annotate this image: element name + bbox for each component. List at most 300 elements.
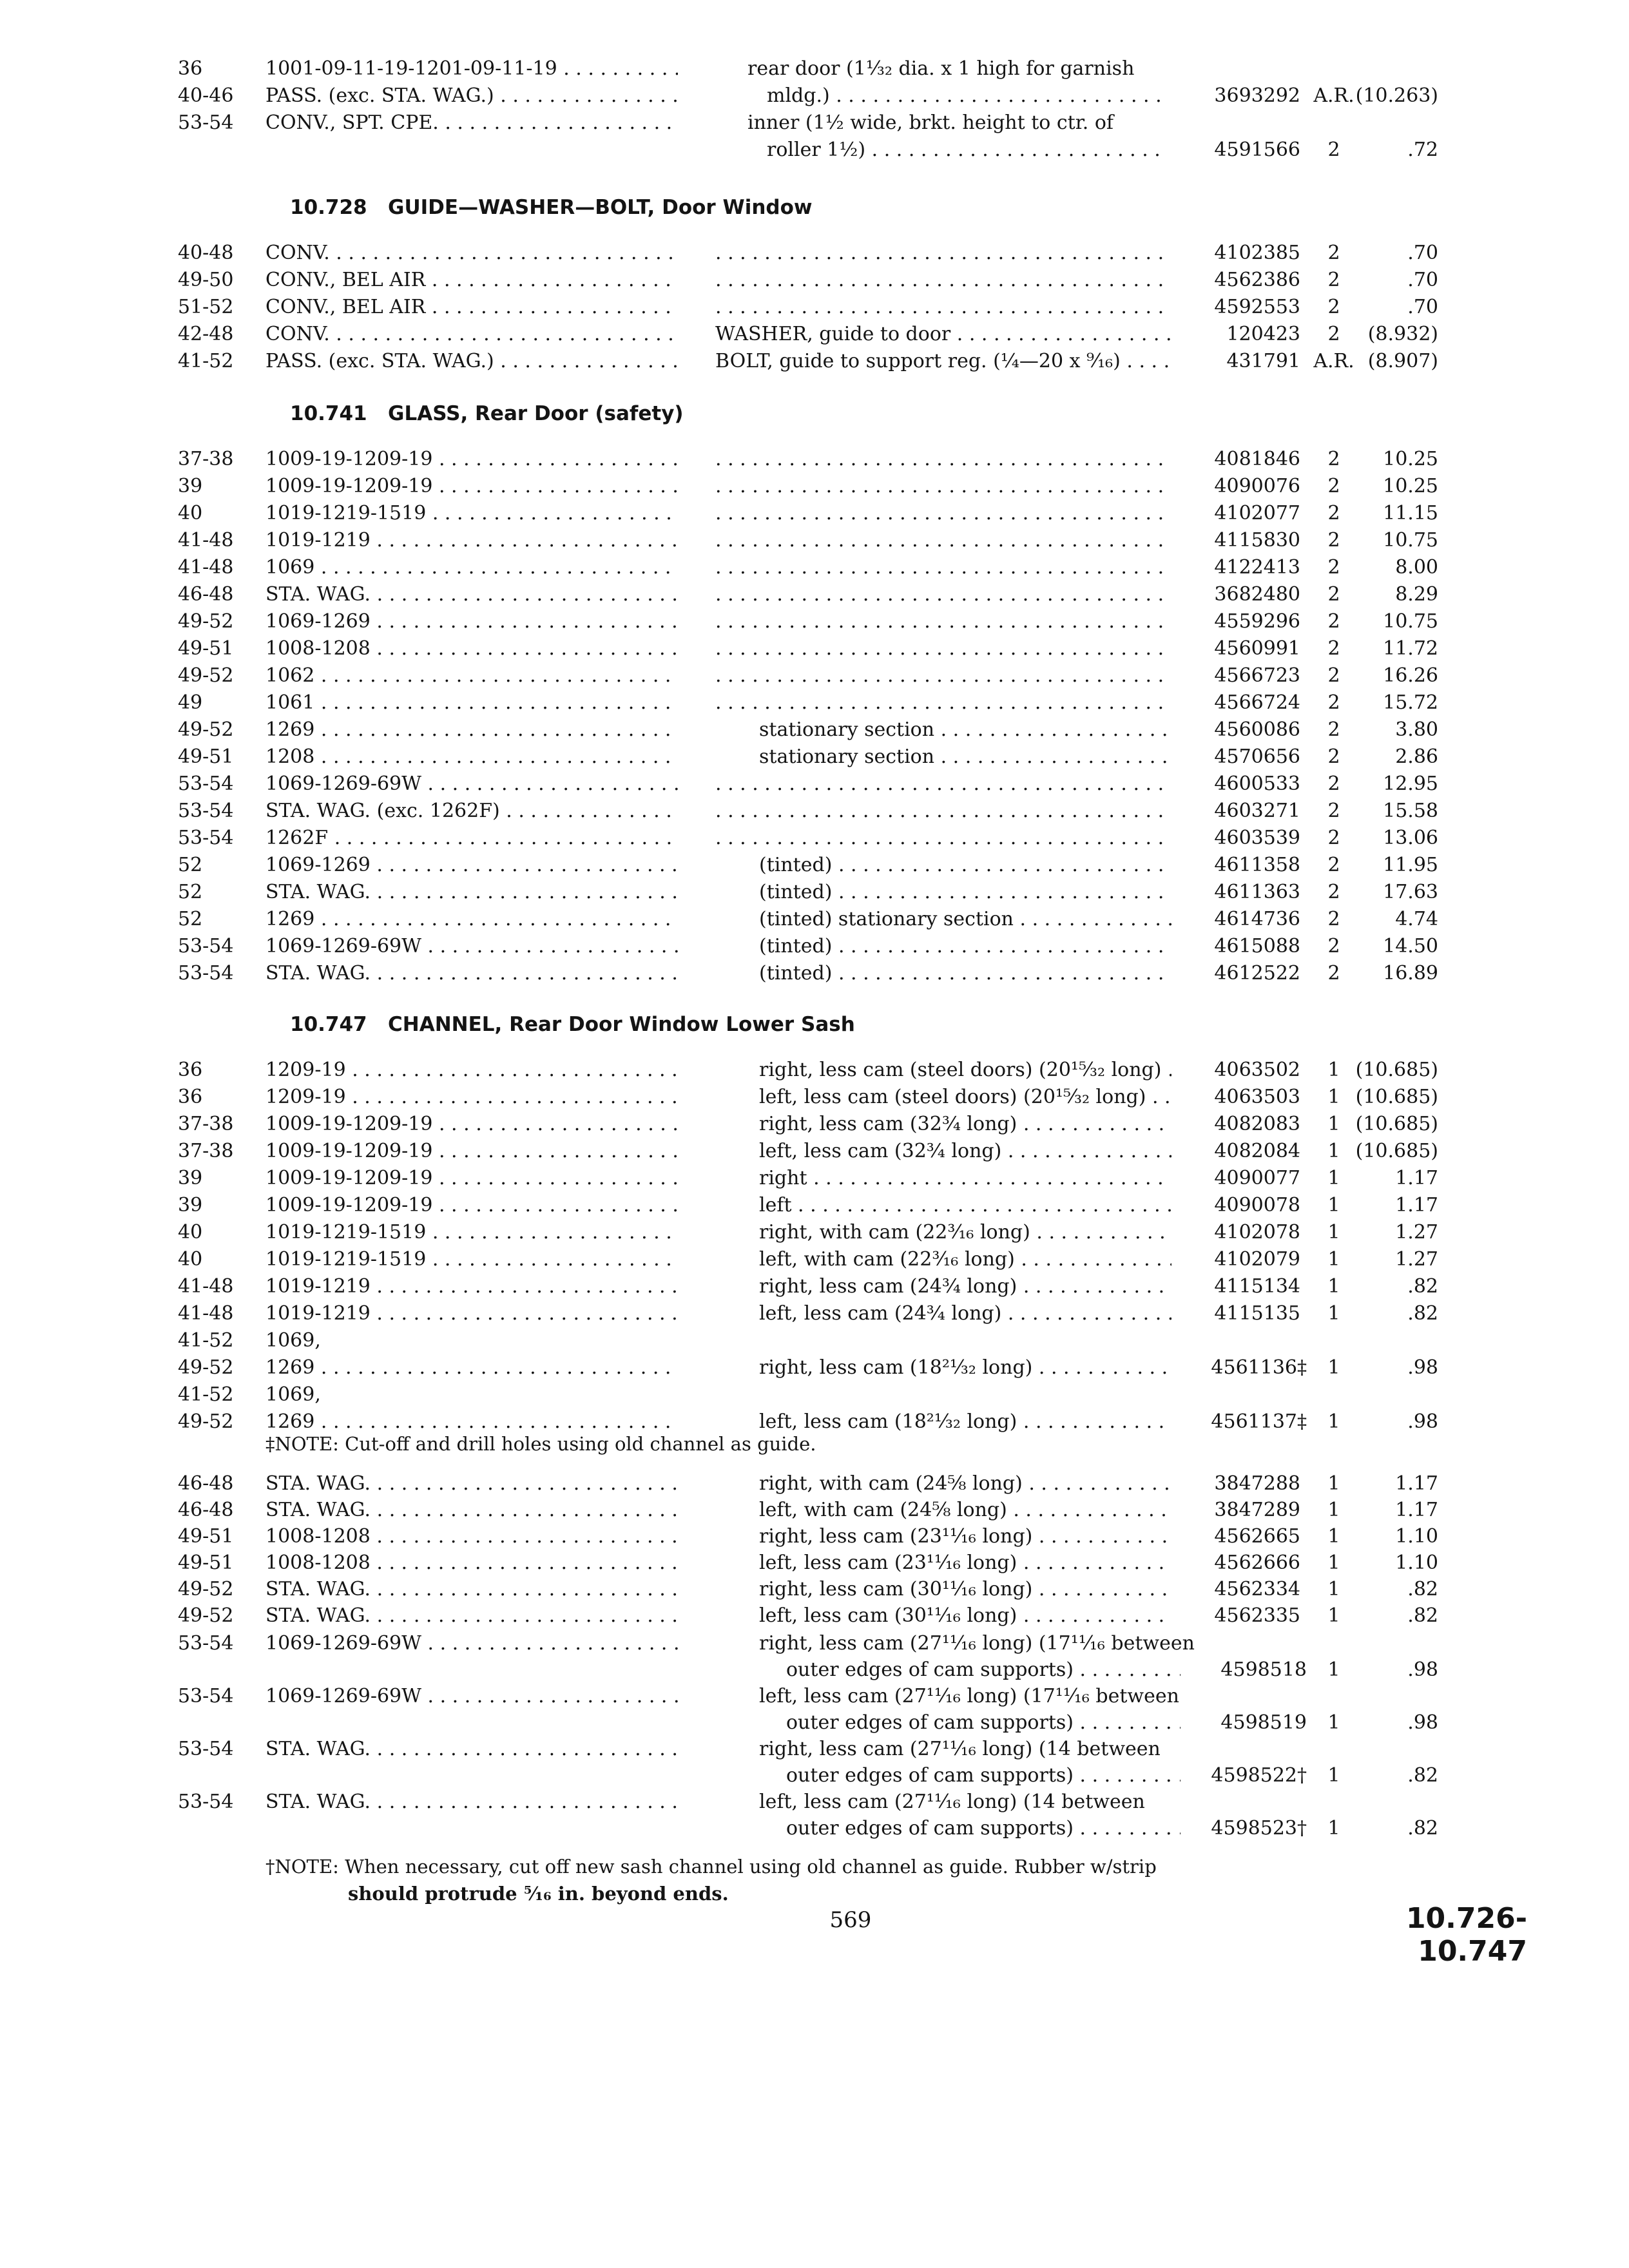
price-cell: 1.17 [1395, 1499, 1438, 1521]
model-cell: 1009-19-1209-19 . . . [265, 1192, 678, 1219]
model-cell: STA. WAG. . . . [265, 1602, 678, 1629]
model-cell: 1019-1219 . . . [265, 1300, 678, 1327]
year-cell: 53-54 [178, 1738, 234, 1760]
model-cell: 1062 . . . [265, 662, 678, 689]
year-cell: 41-52 [178, 1383, 234, 1406]
quantity-cell: 2 [1327, 323, 1340, 345]
description-cell [715, 798, 1171, 825]
quantity-cell: 2 [1327, 908, 1340, 930]
model-cell: 1069-1269-69W . . . [265, 771, 678, 798]
part-number-cell: 4102079 [1214, 1248, 1300, 1271]
model-cell: 1208 . . . [265, 744, 678, 771]
year-cell: 51-52 [178, 296, 234, 318]
price-cell: .98 [1407, 1711, 1438, 1734]
part-number-cell: 4102077 [1214, 502, 1300, 524]
price-cell: (8.932) [1367, 323, 1438, 345]
table-row [0, 689, 1629, 716]
description-cell: (tinted) stationary section . . . [759, 906, 1171, 933]
description-cell: outer edges of cam supports) . . . [786, 1657, 1181, 1684]
part-number-cell: 3682480 [1214, 583, 1300, 606]
year-cell: 49-51 [178, 1525, 234, 1548]
description-cell: BOLT, guide to support reg. (¼—20 x ⁹⁄₁₆) . . . [715, 348, 1171, 375]
quantity-cell: 2 [1327, 502, 1340, 524]
model-cell: 1009-19-1209-19 . . . [265, 1165, 678, 1192]
part-number-cell: 4611363 [1214, 881, 1300, 903]
description-cell [715, 771, 1171, 798]
year-cell: 36 [178, 1086, 203, 1108]
part-number-cell: 4598523† [1211, 1817, 1307, 1840]
description-cell [715, 527, 1171, 554]
quantity-cell: 2 [1327, 610, 1340, 633]
price-cell: 11.15 [1383, 502, 1438, 524]
year-cell: 49-50 [178, 269, 234, 291]
description-cell: right, with cam (24⅝ long) . . . [759, 1470, 1171, 1497]
quantity-cell: 1 [1327, 1059, 1340, 1081]
quantity-cell: 2 [1327, 691, 1340, 714]
year-cell: 49 [178, 691, 203, 714]
description-cell [715, 446, 1171, 473]
table-row [0, 1709, 1629, 1736]
year-cell: 41-52 [178, 350, 234, 372]
quantity-cell: A.R. [1313, 350, 1354, 372]
table-row [0, 321, 1629, 348]
table-row [0, 1057, 1629, 1084]
year-cell: 41-52 [178, 1329, 234, 1352]
price-cell: .70 [1407, 242, 1438, 264]
quantity-cell: 2 [1327, 637, 1340, 660]
year-cell: 53-54 [178, 1685, 234, 1707]
description-cell: right, less cam (steel doors) (20¹⁵⁄₃₂ long) . . . [759, 1057, 1171, 1084]
description-cell: left, with cam (24⅝ long) . . . [759, 1497, 1171, 1524]
price-cell: 13.06 [1383, 827, 1438, 849]
part-number-cell: 4562334 [1214, 1578, 1300, 1600]
part-number-cell: 4082084 [1214, 1140, 1300, 1162]
table-row [0, 1381, 1629, 1408]
quantity-cell: 2 [1327, 448, 1340, 470]
table-row [0, 1657, 1629, 1684]
part-number-cell: 4081846 [1214, 448, 1300, 470]
table-row [0, 267, 1629, 294]
model-cell: CONV. . . . [265, 321, 678, 348]
part-number-cell: 4562386 [1214, 269, 1300, 291]
model-cell: 1269 . . . [265, 716, 678, 744]
part-number-cell: 4603539 [1214, 827, 1300, 849]
quantity-cell: 1 [1327, 1817, 1340, 1840]
year-cell: 37-38 [178, 448, 234, 470]
section-title: GUIDE—WASHER—BOLT, Door Window [388, 196, 813, 219]
model-cell: PASS. (exc. STA. WAG.) . . . [265, 348, 678, 375]
description-cell [715, 689, 1171, 716]
year-cell: 53-54 [178, 935, 234, 957]
quantity-cell: 2 [1327, 745, 1340, 768]
description-cell: left, less cam (27¹¹⁄₁₆ long) (14 between [759, 1791, 1145, 1813]
price-cell: .82 [1407, 1302, 1438, 1325]
model-cell: 1019-1219-1519 . . . [265, 500, 678, 527]
table-row [0, 348, 1629, 375]
table-row [0, 1550, 1629, 1577]
part-number-cell: 4090077 [1214, 1167, 1300, 1189]
year-cell: 40 [178, 1248, 203, 1271]
part-number-cell: 4562335 [1214, 1604, 1300, 1627]
price-cell: 15.72 [1383, 691, 1438, 714]
table-row [0, 635, 1629, 662]
price-cell: 15.58 [1383, 800, 1438, 822]
price-cell: 1.17 [1395, 1194, 1438, 1216]
year-cell: 41-48 [178, 529, 234, 552]
model-cell: 1019-1219-1519 . . . [265, 1246, 678, 1273]
description-cell [715, 554, 1171, 581]
part-number-cell: 4560086 [1214, 718, 1300, 741]
table-row [0, 527, 1629, 554]
price-cell: 1.27 [1395, 1248, 1438, 1271]
part-number-cell: 4598518 [1220, 1658, 1307, 1681]
year-cell: 46-48 [178, 1499, 234, 1521]
description-cell: roller 1½) . . . [767, 137, 1166, 164]
description-cell: right, with cam (22³⁄₁₆ long) . . . [759, 1219, 1171, 1246]
model-cell: STA. WAG. . . . [265, 581, 678, 608]
price-cell: 16.26 [1383, 664, 1438, 687]
model-cell: 1009-19-1209-19 . . . [265, 1138, 678, 1165]
description-cell: outer edges of cam supports) . . . [786, 1762, 1181, 1789]
year-cell: 52 [178, 908, 203, 930]
table-row [0, 554, 1629, 581]
table-row [0, 879, 1629, 906]
table-row [0, 1736, 1629, 1763]
description-cell: right, less cam (27¹¹⁄₁₆ long) (17¹¹⁄₁₆ between [759, 1632, 1195, 1655]
year-cell: 40-48 [178, 242, 234, 264]
quantity-cell: 1 [1327, 1302, 1340, 1325]
year-cell: 41-48 [178, 1302, 234, 1325]
part-number-cell: 4603271 [1214, 800, 1300, 822]
price-cell: 10.75 [1383, 529, 1438, 552]
quantity-cell: 1 [1327, 1410, 1340, 1433]
price-cell: 1.17 [1395, 1472, 1438, 1495]
model-cell: STA. WAG. . . . [265, 1736, 678, 1763]
model-cell: STA. WAG. (exc. 1262F) . . . [265, 798, 678, 825]
model-cell: 1009-19-1209-19 . . . [265, 473, 678, 500]
description-cell: inner (1½ wide, brkt. height to ctr. of [747, 111, 1114, 134]
table-row [0, 1815, 1629, 1842]
quantity-cell: 2 [1327, 718, 1340, 741]
part-number-cell: 4562665 [1214, 1525, 1300, 1548]
year-cell: 49-52 [178, 1356, 234, 1379]
part-number-cell: 4615088 [1214, 935, 1300, 957]
part-number-cell: 4063502 [1214, 1059, 1300, 1081]
description-cell: left, less cam (steel doors) (20¹⁵⁄₃₂ long) . . . [759, 1084, 1171, 1111]
quantity-cell: 1 [1327, 1764, 1340, 1787]
price-cell: 11.72 [1383, 637, 1438, 660]
price-cell: 1.10 [1395, 1552, 1438, 1574]
description-cell [715, 267, 1171, 294]
year-cell: 49-52 [178, 718, 234, 741]
year-cell: 49-52 [178, 610, 234, 633]
part-number-cell: 4063503 [1214, 1086, 1300, 1108]
model-cell: 1269 . . . [265, 906, 678, 933]
part-number-cell: 4559296 [1214, 610, 1300, 633]
model-cell: 1001-09-11-19-1201-09-11-19 . . . [265, 55, 678, 82]
year-cell: 49-51 [178, 637, 234, 660]
price-cell: 1.17 [1395, 1167, 1438, 1189]
quantity-cell: 2 [1327, 664, 1340, 687]
table-row [0, 1523, 1629, 1550]
table-row [0, 137, 1629, 164]
quantity-cell: 1 [1327, 1275, 1340, 1298]
price-cell: (10.685) [1355, 1140, 1438, 1162]
year-cell: 36 [178, 1059, 203, 1081]
part-number-cell: 4122413 [1214, 556, 1300, 579]
description-cell: right, less cam (27¹¹⁄₁₆ long) (14 between [759, 1738, 1161, 1760]
description-cell: left, with cam (22³⁄₁₆ long) . . . [759, 1246, 1171, 1273]
page-number: 569 [829, 1907, 872, 1933]
model-cell: PASS. (exc. STA. WAG.) . . . [265, 82, 678, 110]
model-cell: 1069, [265, 1329, 321, 1352]
part-number-cell: 3693292 [1214, 84, 1300, 107]
price-cell: 8.00 [1395, 556, 1438, 579]
table-row [0, 55, 1629, 82]
table-row [0, 906, 1629, 933]
quantity-cell: 2 [1327, 773, 1340, 795]
model-cell: 1009-19-1209-19 . . . [265, 1111, 678, 1138]
part-number-cell: 4115135 [1214, 1302, 1300, 1325]
price-cell: 10.75 [1383, 610, 1438, 633]
year-cell: 41-48 [178, 1275, 234, 1298]
model-cell: CONV., BEL AIR . . . [265, 294, 678, 321]
description-cell: left, less cam (27¹¹⁄₁₆ long) (17¹¹⁄₁₆ between [759, 1685, 1179, 1707]
description-cell [715, 294, 1171, 321]
description-cell: mldg.) . . . [767, 82, 1166, 110]
description-cell: left, less cam (18²¹⁄₃₂ long) . . . [759, 1408, 1171, 1436]
price-cell: 1.10 [1395, 1525, 1438, 1548]
description-cell: left . . . [759, 1192, 1171, 1219]
table-row [0, 110, 1629, 137]
model-cell: 1009-19-1209-19 . . . [265, 446, 678, 473]
quantity-cell: 2 [1327, 935, 1340, 957]
part-number-cell: 4102078 [1214, 1221, 1300, 1244]
quantity-cell: 1 [1327, 1194, 1340, 1216]
model-cell: STA. WAG. . . . [265, 1497, 678, 1524]
model-cell: 1269 . . . [265, 1408, 678, 1436]
description-cell: right . . . [759, 1165, 1171, 1192]
price-cell: 2.86 [1395, 745, 1438, 768]
model-cell: 1019-1219-1519 . . . [265, 1219, 678, 1246]
table-row [0, 933, 1629, 960]
quantity-cell: 1 [1327, 1711, 1340, 1734]
part-number-cell: 4115830 [1214, 529, 1300, 552]
quantity-cell: 2 [1327, 529, 1340, 552]
table-row [0, 1084, 1629, 1111]
quantity-cell: 2 [1327, 827, 1340, 849]
table-row [0, 1630, 1629, 1657]
table-row [0, 1470, 1629, 1497]
quantity-cell: 2 [1327, 242, 1340, 264]
year-cell: 52 [178, 881, 203, 903]
quantity-cell: 1 [1327, 1499, 1340, 1521]
year-cell: 53-54 [178, 1632, 234, 1655]
price-cell: .98 [1407, 1356, 1438, 1379]
model-cell: CONV., SPT. CPE. . . . [265, 110, 678, 137]
part-number-cell: 4102385 [1214, 242, 1300, 264]
model-cell: CONV. . . . [265, 240, 678, 267]
quantity-cell: 2 [1327, 800, 1340, 822]
price-cell: .72 [1407, 139, 1438, 161]
description-cell: (tinted) . . . [759, 879, 1171, 906]
section-title: CHANNEL, Rear Door Window Lower Sash [388, 1013, 855, 1036]
table-row [0, 500, 1629, 527]
table-row [0, 1762, 1629, 1789]
table-row [0, 852, 1629, 879]
quantity-cell: 2 [1327, 296, 1340, 318]
year-cell: 40-46 [178, 84, 234, 107]
section-number: 10.741 [290, 402, 367, 425]
model-cell: 1008-1208 . . . [265, 635, 678, 662]
quantity-cell: 2 [1327, 962, 1340, 985]
price-cell: .82 [1407, 1604, 1438, 1627]
description-cell: right, less cam (23¹¹⁄₁₆ long) . . . [759, 1523, 1171, 1550]
quantity-cell: 2 [1327, 881, 1340, 903]
section-heading [290, 193, 813, 222]
price-cell: (8.907) [1367, 350, 1438, 372]
description-cell: outer edges of cam supports) . . . [786, 1815, 1181, 1842]
quantity-cell: 1 [1327, 1167, 1340, 1189]
price-cell: 10.25 [1383, 475, 1438, 497]
model-cell: 1019-1219 . . . [265, 1273, 678, 1300]
part-number-cell: 4090076 [1214, 475, 1300, 497]
year-cell: 37-38 [178, 1113, 234, 1135]
price-cell: (10.263) [1355, 84, 1438, 107]
model-cell: 1209-19 . . . [265, 1057, 678, 1084]
part-number-cell: 4560991 [1214, 637, 1300, 660]
year-cell: 39 [178, 1167, 203, 1189]
year-cell: 42-48 [178, 323, 234, 345]
price-cell: 14.50 [1383, 935, 1438, 957]
part-number-cell: 4570656 [1214, 745, 1300, 768]
quantity-cell: 1 [1327, 1552, 1340, 1574]
table-row [0, 1789, 1629, 1816]
model-cell: 1008-1208 . . . [265, 1550, 678, 1577]
model-cell: 1069, [265, 1383, 321, 1406]
price-cell: .98 [1407, 1658, 1438, 1681]
part-number-cell: 3847289 [1214, 1499, 1300, 1521]
price-cell: 16.89 [1383, 962, 1438, 985]
year-cell: 39 [178, 1194, 203, 1216]
quantity-cell: 1 [1327, 1221, 1340, 1244]
description-cell: stationary section . . . [759, 716, 1171, 744]
quantity-cell: 1 [1327, 1248, 1340, 1271]
price-cell: 8.29 [1395, 583, 1438, 606]
part-number-cell: 4082083 [1214, 1113, 1300, 1135]
part-number-cell: 4090078 [1214, 1194, 1300, 1216]
part-number-cell: 4561137‡ [1211, 1410, 1307, 1433]
section-range: 10.726-10.747 [1405, 1902, 1527, 1968]
quantity-cell: 1 [1327, 1356, 1340, 1379]
model-cell: 1069 . . . [265, 554, 678, 581]
description-cell [715, 825, 1171, 852]
table-row [0, 1683, 1629, 1710]
year-cell: 46-48 [178, 583, 234, 606]
model-cell: 1069-1269-69W . . . [265, 1683, 678, 1710]
quantity-cell: 1 [1327, 1113, 1340, 1135]
model-cell: 1061 . . . [265, 689, 678, 716]
model-cell: 1069-1269 . . . [265, 608, 678, 635]
quantity-cell: 2 [1327, 556, 1340, 579]
description-cell: left, less cam (24¾ long) . . . [759, 1300, 1171, 1327]
year-cell: 53-54 [178, 111, 234, 134]
description-cell: right, less cam (18²¹⁄₃₂ long) . . . [759, 1354, 1171, 1381]
quantity-cell: 2 [1327, 583, 1340, 606]
model-cell: STA. WAG. . . . [265, 1576, 678, 1603]
table-row [0, 1138, 1629, 1165]
price-cell: 11.95 [1383, 854, 1438, 876]
table-row [0, 1219, 1629, 1246]
section-title: GLASS, Rear Door (safety) [388, 402, 684, 425]
table-row [0, 798, 1629, 825]
quantity-cell: 1 [1327, 1086, 1340, 1108]
table-row [0, 960, 1629, 987]
part-number-cell: 431791 [1226, 350, 1300, 372]
price-cell: 10.25 [1383, 448, 1438, 470]
part-number-cell: 4115134 [1214, 1275, 1300, 1298]
part-number-cell: 120423 [1226, 323, 1300, 345]
part-number-cell: 4562666 [1214, 1552, 1300, 1574]
part-number-cell: 4566723 [1214, 664, 1300, 687]
part-number-cell: 4598519 [1220, 1711, 1307, 1734]
table-row [0, 1300, 1629, 1327]
table-row [0, 1192, 1629, 1219]
quantity-cell: 2 [1327, 139, 1340, 161]
price-cell: 4.74 [1395, 908, 1438, 930]
model-cell: 1262F . . . [265, 825, 678, 852]
price-cell: .82 [1407, 1764, 1438, 1787]
description-cell: (tinted) . . . [759, 933, 1171, 960]
year-cell: 53-54 [178, 800, 234, 822]
year-cell: 39 [178, 475, 203, 497]
model-cell: STA. WAG. . . . [265, 960, 678, 987]
year-cell: 46-48 [178, 1472, 234, 1495]
quantity-cell: 2 [1327, 854, 1340, 876]
part-number-cell: 4566724 [1214, 691, 1300, 714]
model-cell: 1019-1219 . . . [265, 527, 678, 554]
table-row [0, 1497, 1629, 1524]
part-number-cell: 4612522 [1214, 962, 1300, 985]
description-cell [715, 473, 1171, 500]
year-cell: 49-52 [178, 664, 234, 687]
quantity-cell: 1 [1327, 1472, 1340, 1495]
model-cell: CONV., BEL AIR . . . [265, 267, 678, 294]
quantity-cell: A.R. [1313, 84, 1354, 107]
quantity-cell: 1 [1327, 1140, 1340, 1162]
table-row [0, 1576, 1629, 1603]
table-row [0, 473, 1629, 500]
year-cell: 53-54 [178, 1791, 234, 1813]
year-cell: 49-52 [178, 1578, 234, 1600]
description-cell: left, less cam (23¹¹⁄₁₆ long) . . . [759, 1550, 1171, 1577]
description-cell [715, 240, 1171, 267]
section-heading [290, 1010, 855, 1039]
part-number-cell: 4561136‡ [1211, 1356, 1307, 1379]
price-cell: .70 [1407, 269, 1438, 291]
table-row [0, 771, 1629, 798]
table-row [0, 294, 1629, 321]
table-row [0, 716, 1629, 744]
year-cell: 53-54 [178, 773, 234, 795]
description-cell: outer edges of cam supports) . . . [786, 1709, 1181, 1736]
footnote: ‡NOTE: Cut-off and drill holes using old channel as guide. [265, 1433, 816, 1455]
part-number-cell: 4614736 [1214, 908, 1300, 930]
part-number-cell: 4600533 [1214, 773, 1300, 795]
description-cell [715, 635, 1171, 662]
price-cell: .82 [1407, 1275, 1438, 1298]
quantity-cell: 2 [1327, 269, 1340, 291]
